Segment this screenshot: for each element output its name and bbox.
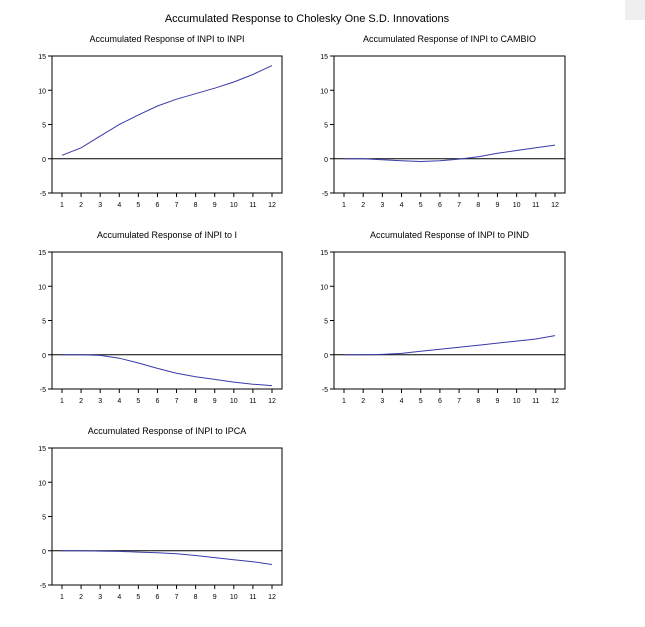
x-tick-label: 2 <box>361 202 366 209</box>
chart-title: Accumulated Response of INPI to CAMBIO <box>362 34 537 44</box>
x-tick-label: 7 <box>174 594 179 601</box>
x-tick-label: 4 <box>399 202 404 209</box>
y-tick-label: 5 <box>324 318 328 326</box>
x-tick-label: 9 <box>212 594 217 601</box>
x-tick-label: 7 <box>174 398 179 405</box>
y-tick-label: 10 <box>38 480 46 488</box>
chart-title: Accumulated Response of INPI to IPCA <box>87 426 247 436</box>
series-line <box>344 336 555 355</box>
x-tick-label: 6 <box>155 398 160 405</box>
x-tick-label: 9 <box>212 202 217 209</box>
y-tick-label: 10 <box>320 284 328 292</box>
x-tick-label: 2 <box>79 398 84 405</box>
x-tick-label: 5 <box>418 398 423 405</box>
x-tick-label: 12 <box>268 398 276 405</box>
x-tick-label: 4 <box>399 398 404 405</box>
x-tick-label: 10 <box>229 594 238 601</box>
x-tick-label: 1 <box>60 202 64 209</box>
x-tick-label: 6 <box>437 202 442 209</box>
y-tick-label: 10 <box>38 88 46 96</box>
y-tick-label: 10 <box>38 284 46 292</box>
x-tick-label: 2 <box>361 398 366 405</box>
x-tick-label: 4 <box>117 202 122 209</box>
x-tick-label: 11 <box>249 202 257 209</box>
y-tick-label: 5 <box>42 122 46 130</box>
x-tick-label: 6 <box>155 202 160 209</box>
x-tick-label: 11 <box>249 594 257 601</box>
x-tick-label: 11 <box>532 398 540 405</box>
x-tick-label: 6 <box>437 398 442 405</box>
x-tick-label: 3 <box>98 398 103 405</box>
x-tick-label: 8 <box>476 202 481 209</box>
x-tick-label: 10 <box>512 202 521 209</box>
x-tick-label: 5 <box>136 594 141 601</box>
x-tick-label: 9 <box>495 398 500 405</box>
y-tick-label: 15 <box>320 250 328 257</box>
x-tick-label: 1 <box>60 398 64 405</box>
y-tick-label: -5 <box>39 387 46 394</box>
plot-frame <box>52 252 282 389</box>
y-tick-label: 0 <box>324 156 328 164</box>
y-tick-label: 10 <box>320 88 328 96</box>
x-tick-label: 5 <box>136 398 141 405</box>
y-tick-label: -5 <box>321 191 328 198</box>
x-tick-label: 1 <box>60 594 64 601</box>
y-tick-label: 5 <box>42 514 46 522</box>
chart-panel-5 <box>38 426 282 601</box>
y-tick-label: 0 <box>42 548 46 556</box>
x-tick-label: 9 <box>212 398 217 405</box>
chart-panel-2 <box>320 34 565 209</box>
chart-title: Accumulated Response of INPI to PIND <box>369 230 530 240</box>
chart-panel-3 <box>38 230 282 405</box>
y-tick-label: 15 <box>38 446 46 453</box>
scrollbar-corner <box>625 0 645 20</box>
x-tick-label: 4 <box>117 594 122 601</box>
chart-title: Accumulated Response of INPI to INPI <box>89 34 245 44</box>
y-tick-label: -5 <box>39 191 46 198</box>
x-tick-label: 7 <box>174 202 179 209</box>
y-tick-label: 5 <box>324 122 328 130</box>
x-tick-label: 8 <box>193 594 198 601</box>
y-tick-label: 15 <box>38 54 46 61</box>
x-tick-label: 5 <box>136 202 141 209</box>
plot-frame <box>334 56 565 193</box>
x-tick-label: 11 <box>249 398 257 405</box>
x-tick-label: 2 <box>79 594 84 601</box>
y-tick-label: 0 <box>42 156 46 164</box>
x-tick-label: 12 <box>551 398 559 405</box>
x-tick-label: 3 <box>98 594 103 601</box>
x-tick-label: 8 <box>476 398 481 405</box>
y-tick-label: 15 <box>320 54 328 61</box>
x-tick-label: 5 <box>418 202 423 209</box>
x-tick-label: 3 <box>380 202 385 209</box>
y-tick-label: 0 <box>324 352 328 360</box>
x-tick-label: 10 <box>229 398 238 405</box>
x-tick-label: 12 <box>551 202 559 209</box>
x-tick-label: 3 <box>380 398 385 405</box>
x-tick-label: 10 <box>229 202 238 209</box>
y-tick-label: -5 <box>39 583 46 590</box>
x-tick-label: 9 <box>495 202 500 209</box>
plot-frame <box>52 448 282 585</box>
x-tick-label: 1 <box>342 202 346 209</box>
x-tick-label: 1 <box>342 398 346 405</box>
x-tick-label: 10 <box>512 398 521 405</box>
chart-title: Accumulated Response of INPI to I <box>96 230 238 240</box>
figure-title: Accumulated Response to Cholesky One S.D. Innovations <box>164 13 450 25</box>
x-tick-label: 6 <box>155 594 160 601</box>
plot-frame <box>334 252 565 389</box>
x-tick-label: 11 <box>532 202 540 209</box>
x-tick-label: 7 <box>457 202 462 209</box>
x-tick-label: 12 <box>268 202 276 209</box>
series-line <box>62 66 272 156</box>
y-tick-label: 0 <box>42 352 46 360</box>
y-tick-label: 5 <box>42 318 46 326</box>
x-tick-label: 4 <box>117 398 122 405</box>
chart-panel-1 <box>38 34 282 209</box>
chart-panel-4 <box>320 230 565 405</box>
x-tick-label: 12 <box>268 594 276 601</box>
x-tick-label: 8 <box>193 398 198 405</box>
series-line <box>62 551 272 565</box>
y-tick-label: -5 <box>321 387 328 394</box>
x-tick-label: 7 <box>457 398 462 405</box>
x-tick-label: 2 <box>79 202 84 209</box>
series-line <box>62 355 272 386</box>
y-tick-label: 15 <box>38 250 46 257</box>
x-tick-label: 8 <box>193 202 198 209</box>
x-tick-label: 3 <box>98 202 103 209</box>
